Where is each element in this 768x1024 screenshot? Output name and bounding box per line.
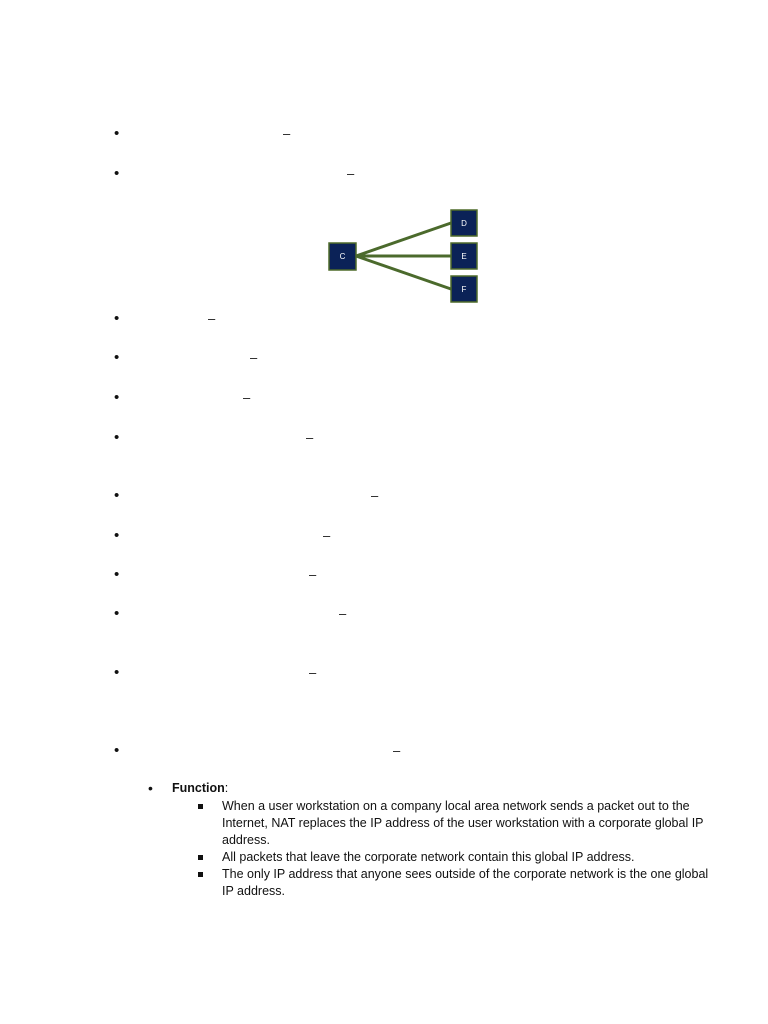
link-c-d <box>356 223 451 256</box>
diagram-links <box>356 223 451 289</box>
bullet-marker: • <box>114 310 120 327</box>
square-bullet-icon <box>198 804 203 809</box>
node-d <box>451 210 477 236</box>
bullet-dash: – <box>243 390 251 405</box>
bullet-marker: • <box>114 165 120 182</box>
bullet-dash: – <box>283 126 291 141</box>
bullet-marker: • <box>114 389 120 406</box>
bullet-dash: – <box>323 528 331 543</box>
node-f-label: F <box>461 285 467 294</box>
bullet-dash: – <box>208 311 216 326</box>
function-item-list <box>198 798 718 900</box>
list-item-text: The only IP address that anyone sees outside of the corporate network is the one global IP address. <box>222 867 709 898</box>
bullet-dash: – <box>250 350 258 365</box>
list-item <box>198 798 718 849</box>
list-item <box>198 866 718 900</box>
bullet-marker: • <box>114 429 120 446</box>
bullet-dash: – <box>371 488 379 503</box>
bullet-marker: • <box>114 566 120 583</box>
diagram-svg <box>320 202 490 312</box>
bullet-marker: • <box>114 125 120 142</box>
link-c-f <box>356 256 451 289</box>
square-bullet-icon <box>198 872 203 877</box>
function-label: Function <box>172 781 225 795</box>
bullet-dash: – <box>347 166 355 181</box>
square-bullet-icon <box>198 855 203 860</box>
bullet-marker: • <box>114 527 120 544</box>
bullet-dash: – <box>309 567 317 582</box>
network-star-diagram <box>320 202 490 312</box>
bullet-marker: • <box>114 664 120 681</box>
node-e-label: E <box>461 252 467 261</box>
node-d-label: D <box>461 219 467 228</box>
bullet-dash: – <box>306 430 314 445</box>
bullet-dash: – <box>393 743 401 758</box>
list-item-text: All packets that leave the corporate network contain this global IP address. <box>222 850 635 864</box>
function-bullet: • <box>148 780 153 796</box>
node-e <box>451 243 477 269</box>
function-colon: : <box>224 781 229 795</box>
node-f <box>451 276 477 302</box>
node-c <box>329 243 356 270</box>
bullet-dash: – <box>339 606 347 621</box>
bullet-marker: • <box>114 742 120 759</box>
function-heading <box>172 780 228 797</box>
bullet-marker: • <box>114 605 120 622</box>
node-c-label: C <box>339 252 346 261</box>
bullet-dash: – <box>309 665 317 680</box>
list-item-text: When a user workstation on a company local area network sends a packet out to the Internet, NAT replaces the IP address of the user workstation with a corporate global IP address. <box>222 799 704 847</box>
list-item <box>198 849 718 866</box>
bullet-marker: • <box>114 487 120 504</box>
bullet-marker: • <box>114 349 120 366</box>
